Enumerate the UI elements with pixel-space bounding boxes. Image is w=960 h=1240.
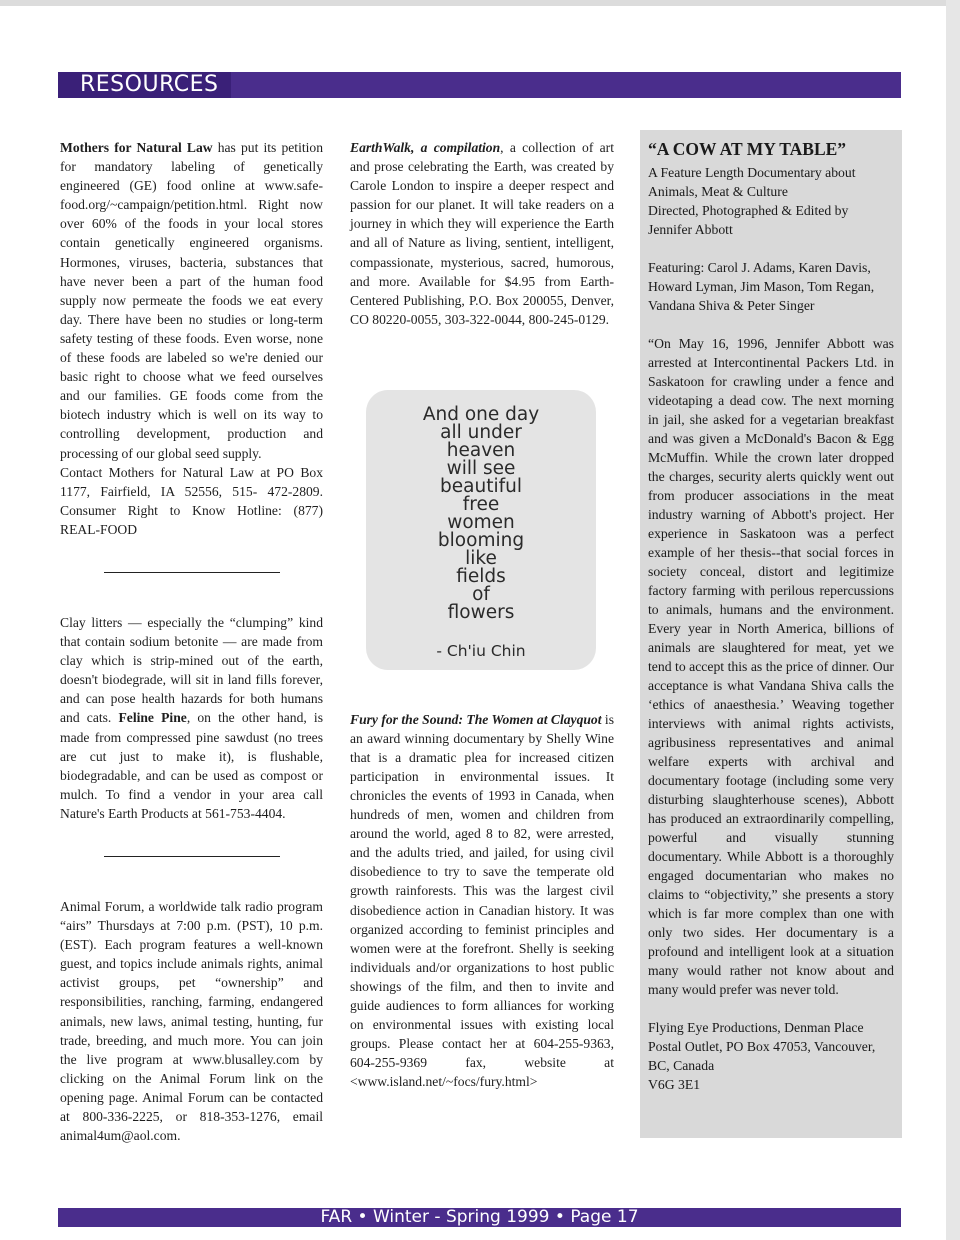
page-top-edge xyxy=(0,0,960,6)
documentary-sidebar xyxy=(640,130,902,1138)
poem-line: all under xyxy=(440,422,522,443)
section-title: RESOURCES xyxy=(58,72,231,98)
poem-line: fields xyxy=(456,566,506,587)
poem-line: flowers xyxy=(447,602,515,623)
feline-pine-title: Feline Pine xyxy=(118,710,187,726)
sidebar-featuring: Featuring: Carol J. Adams, Karen Davis, Howard Lyman, Jim Mason, Tom Regan, Vandana Shiva & Peter Singer xyxy=(648,260,875,313)
poem-line: heaven xyxy=(446,440,516,461)
earthwalk-paragraph xyxy=(350,138,614,329)
page-right-edge xyxy=(946,0,960,1240)
poem-line: like xyxy=(465,548,497,569)
sidebar-credits: Directed, Photographed & Edited by Jennifer Abbott xyxy=(648,203,849,237)
poem-line: beautiful xyxy=(440,476,522,497)
column-middle-bottom xyxy=(350,696,614,1105)
sidebar-address: Flying Eye Productions, Denman Place Postal Outlet, PO Box 47053, Vancouver, BC, Canada xyxy=(648,1020,876,1073)
clay-text-a: Clay litters — especially the “clumping” kind that contain sodium betonite — are made from clay which is strip-mined out of the earth, doesn't biodegrade, will sit in land fills forever, and can pose health hazards for both humans and cats. xyxy=(60,614,323,726)
column-left xyxy=(60,138,323,1145)
fury-paragraph xyxy=(350,710,614,1092)
fury-text: is an award winning documentary by Shelly Wine that is a dramatic plea for increased citizen participation in environmental issues. It chronicles the events of 1993 in Canada, when hundreds of men, women and children from around the world, aged 8 to 82, were arrested, and the adults tried, and jailed, for using civil disobedience to try to save the temperate old growth rainforests. This was the largest civil disobedience action in Canadian history. It was organized according to feminist principles and women were at the forefront. Shelly is seeking individuals and/or organizations to host public showings of the film, and then to invite and guide audiences to form alliances for working on environmental issues with existing local groups. Please contact her at 604-255-9363, 604-255-9369 fax, website at <www.island.net/~focs/fury.html> xyxy=(350,711,614,1090)
earthwalk-text: , a collection of art and prose celebrating the Earth, was created by Carole London to inspire a deeper respect and passion for our planet. It will take readers on a journey in which they will experience the Earth and all of Nature as living, sentient, intelligent, compassionate, mysterious, sacred, humorous, and more. Available for $4.95 from Earth-Centered Publishing, P.O. Box 200055, Denver, CO 80220-0055, 303-322-0044, 800-245-0129. xyxy=(350,140,614,327)
sidebar-postal-code: V6G 3E1 xyxy=(648,1077,701,1092)
poem-line: free xyxy=(462,494,500,515)
mothers-text: has put its petition for mandatory labeling of genetically engineered (GE) food online at www.safe-food.org/~campaign/petition.html. Right now over 60% of the foods in your local stores contain genetically engineered organisms. Hormones, viruses, bacteria, substances that have never been a part of the human food supply now permeate the foods we eat every day. There have been no studies or long-term safety testing of these foods. Even worse, none of these foods are labeled so we're denied our basic right to choose what we feed ourselves and our families. GE foods come from the biotech industry which is well on its way to controlling development, production and processing of our global seed supply. xyxy=(60,140,323,461)
sidebar-body: “On May 16, 1996, Jennifer Abbott was arrested at Intercontinental Packers Ltd. in Saskatoon for crawling under a fence and videotaping a dead cow. The next morning in jail, she asked for a vegetarian breakfast and was given a McDonald's Bacon & Egg McMuffin. While the crown later dropped the charges, security alerts quickly went out from producer associations in the meat industry warning of Abbott's project. Her experience in Saskatoon was a perfect example of her thesis--that social forces in society conceal, distort and legitimize factory farming with perilous repercussions to animals, humans and the environment. Every year in North America, billions of animals are slaughtered for meat, yet we tend to accept this as the price of dinner. Our acceptance is what Vandana Shiva calls the ‘ethics of anaesthesia.’ Weaving together interviews with animal rights activists, agribusiness representatives and animal welfare experts with archival and documentary footage (including some very disturbing slaughterhouse scenes), Abbott has produced an extraordinarily compelling, powerful and visually stunning documentary. While Abbott is a thoroughly engaged documentarian who makes no claims to “objectivity,” she presents a story which is far more complex than one with only two sides. Her documentary is a profound and intelligent look at a situation many would rather not know about and many would prefer was never told. xyxy=(648,336,894,997)
clay-text-b: , on the other hand, is made from compressed pine sawdust (no trees are cut just to make it), is flushable, biodegradable, and can be used as compost or mulch. To find a vendor in your area call Nature's Earth Products at 561-753-4404. xyxy=(60,710,324,821)
poem-line: women xyxy=(447,512,515,533)
mothers-paragraph xyxy=(60,138,323,463)
sidebar-title: “A COW AT MY TABLE” xyxy=(648,139,847,159)
earthwalk-title: EarthWalk, a compilation xyxy=(350,140,501,155)
poem-line: of xyxy=(472,584,490,605)
poem-lines xyxy=(366,390,596,622)
poem-line: And one day xyxy=(422,404,540,425)
column-middle-top xyxy=(350,138,614,329)
mothers-contact: Contact Mothers for Natural Law at PO Box 1177, Fairfield, IA 52556, 515- 472-2809. Consumer Right to Know Hotline: (877) REAL-FOOD xyxy=(60,464,323,537)
poem-attribution: - Ch'iu Chin xyxy=(436,642,526,660)
section-header-bar xyxy=(58,72,901,98)
animal-forum-paragraph: Animal Forum, a worldwide talk radio program “airs” Thursdays at 7:00 p.m. (PST), 10 p.m. (EST). Each program features a well-known guest, and topics include animals rights, animal activist groups, pet “ownership” and responsibilities, ranching, farming, endangered animals, new laws, animal testing, hunting, fur trade, breeding, and much more. You can join the live program at www.blusalley.com by clicking on the Animal Forum link on the opening page. Animal Forum can be contacted at 800-336-2225, or 818-353-1276, email animal4um@aol.com. xyxy=(60,899,323,1144)
poem-box xyxy=(366,390,596,670)
poem-line: will see xyxy=(446,458,516,479)
fury-title: Fury for the Sound: The Women at Clayquot xyxy=(350,711,602,727)
page-footer: FAR • Winter - Spring 1999 • Page 17 xyxy=(58,1208,901,1227)
sidebar-subtitle: A Feature Length Documentary about Animals, Meat & Culture xyxy=(648,165,856,199)
clay-paragraph xyxy=(60,613,323,823)
mothers-title: Mothers for Natural Law xyxy=(60,140,213,155)
poem-line: blooming xyxy=(437,530,525,551)
